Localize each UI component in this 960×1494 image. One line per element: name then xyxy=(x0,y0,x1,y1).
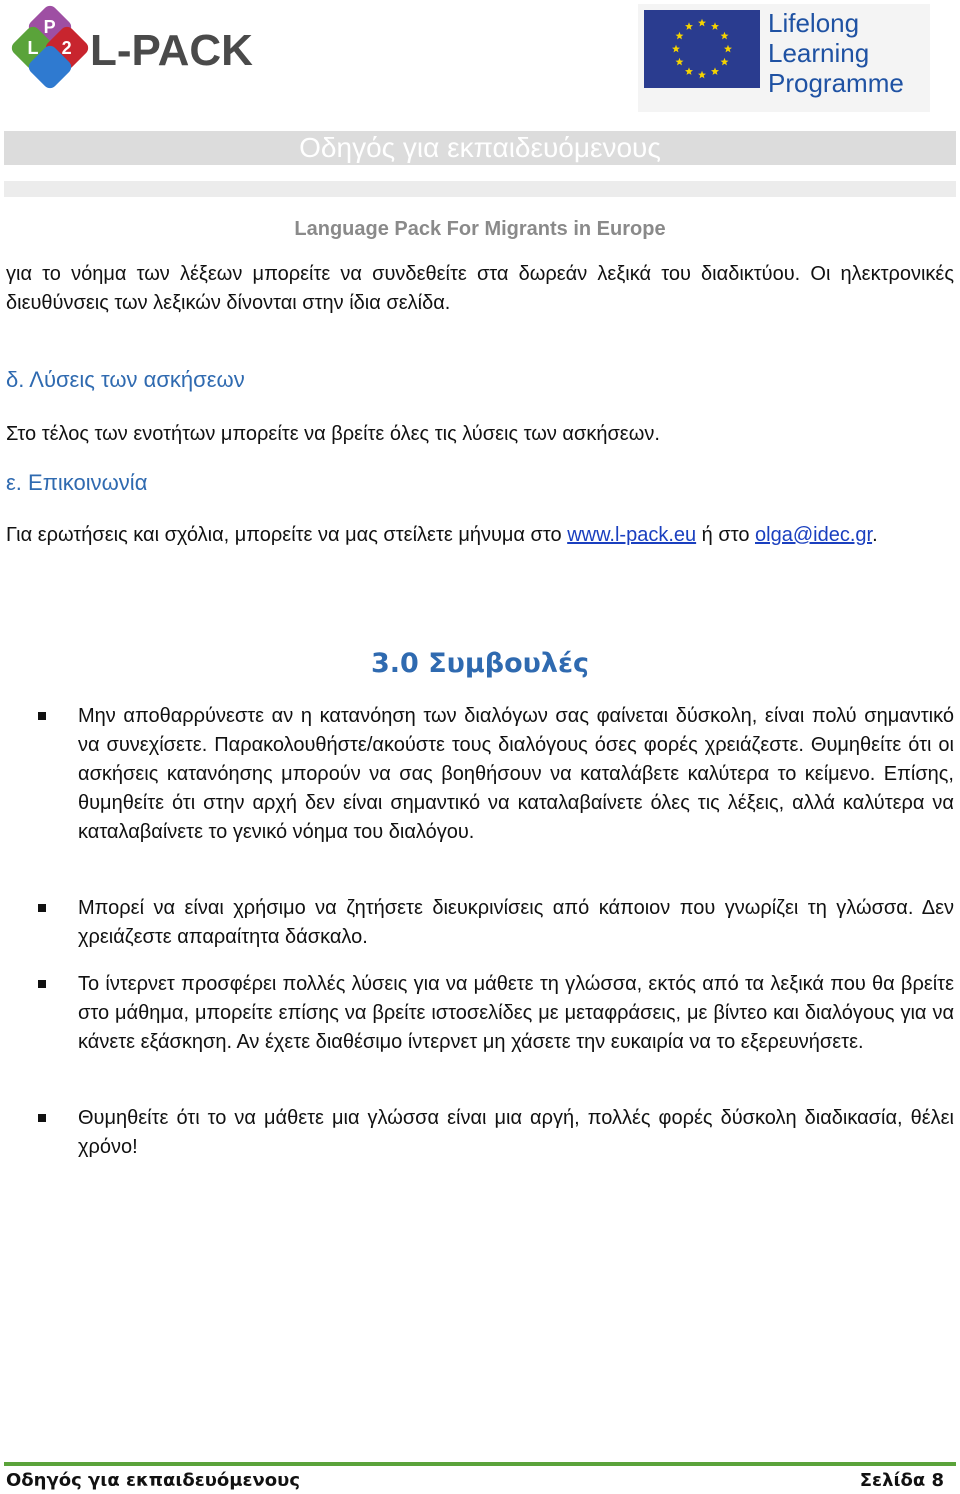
llp-line-3: Programme xyxy=(768,68,904,98)
logo-tile-p-letter: P xyxy=(43,16,57,37)
footer-rule xyxy=(4,1462,956,1466)
email-link[interactable]: olga@idec.gr xyxy=(755,524,873,546)
tip-item xyxy=(38,702,954,878)
lpack-logo xyxy=(14,10,274,86)
contact-text-before: Για ερωτήσεις και σχόλια, μπορείτε να μας στείλετε μήνυμα στο xyxy=(6,524,568,546)
llp-line-2: Learning xyxy=(768,38,870,68)
section-e-text xyxy=(6,521,954,550)
tip-text: Θυμηθείτε ότι το να μάθετε μια γλώσσα είναι μια αργή, πολλές φορές δύσκολη διαδικασία, θέλει χρόνο! xyxy=(78,1107,954,1158)
lpack-wordmark: L-PACK xyxy=(90,26,253,75)
llp-logo xyxy=(638,4,930,112)
tip-item xyxy=(38,1104,954,1164)
bullet-square-icon xyxy=(38,1114,46,1122)
lpack-logo-tiles xyxy=(14,10,86,82)
logo-tile-2-letter: 2 xyxy=(61,37,73,58)
bullet-square-icon xyxy=(38,904,46,912)
intro-paragraph: για το νόημα των λέξεων μπορείτε να συνδεθείτε στα δωρεάν λεξικά του διαδικτύου. Οι ηλεκτρονικές διευθύνσεις των λεξικών δίνονται στην ίδια σελίδα. xyxy=(6,263,954,314)
section-d-text: Στο τέλος των ενοτήτων μπορείτε να βρείτε όλες τις λύσεις των ασκήσεων. xyxy=(6,423,660,445)
section-d-heading: δ. Λύσεις των ασκήσεων xyxy=(6,367,245,392)
eu-flag-icon xyxy=(644,10,760,88)
tip-text: Μην αποθαρρύνεστε αν η κατανόηση των διαλόγων σας φαίνεται δύσκολη, είναι πολύ σημαντικό να συνεχίσετε. Παρακολουθήστε/ακούστε τους διαλόγους όσες φορές χρειάζεστε. Θυμηθείτε ότι οι ασκήσεις κατανόησης μπορούν να σας βοηθήσουν να καταλάβετε καλύτερα το κείμενο. Επίσης, θυμηθείτε ότι στην αρχή δεν είναι σημαντικό να καταλαβαίνετε όλες τις λέξεις, αλλά καλύτερα να καταλαβαίνετε το γενικό νόημα του διαλόγου. xyxy=(78,705,954,843)
document-title: Οδηγός για εκπαιδευόμενους xyxy=(299,132,661,163)
contact-text-after: . xyxy=(872,524,878,546)
tip-text: Μπορεί να είναι χρήσιμο να ζητήσετε διευκρινίσεις από κάποιον που γνωρίζει τη γλώσσα. Δεν χρειάζεστε απαραίτητα δάσκαλο. xyxy=(78,897,954,948)
website-link[interactable]: www.l-pack.eu xyxy=(567,524,697,546)
logo-tile-l-letter: L xyxy=(27,37,39,58)
tips-section-title: 3.0 Συμβουλές xyxy=(370,648,589,679)
tip-text: Το ίντερνετ προσφέρει πολλές λύσεις για να μάθετε τη γλώσσα, εκτός από τα λεξικά που θα βρείτε στο μάθημα, μπορείτε επίσης να βρείτε ιστοσελίδες με μεταφράσεις, με βίντεο και διαλόγους για να κάνετε εξάσκηση. Αν έχετε διαθέσιμο ίντερνετ μη χάσετε την ευκαιρία να το εξερευνήσετε. xyxy=(78,973,954,1053)
document-subtitle: Language Pack For Migrants in Europe xyxy=(294,218,666,240)
tip-item xyxy=(38,894,954,954)
bullet-square-icon xyxy=(38,980,46,988)
llp-line-1: Lifelong xyxy=(768,8,860,38)
title-banner xyxy=(4,131,956,165)
footer-page-number: Σελίδα 8 xyxy=(859,1470,944,1491)
section-e-heading: ε. Επικοινωνία xyxy=(6,470,148,495)
footer-document-title: Οδηγός για εκπαιδευόμενους xyxy=(6,1470,301,1491)
tip-item xyxy=(38,970,954,1088)
contact-text-middle: ή στο xyxy=(696,524,756,546)
eu-flag-stars xyxy=(644,10,760,88)
header-divider xyxy=(4,181,956,197)
bullet-square-icon xyxy=(38,712,46,720)
